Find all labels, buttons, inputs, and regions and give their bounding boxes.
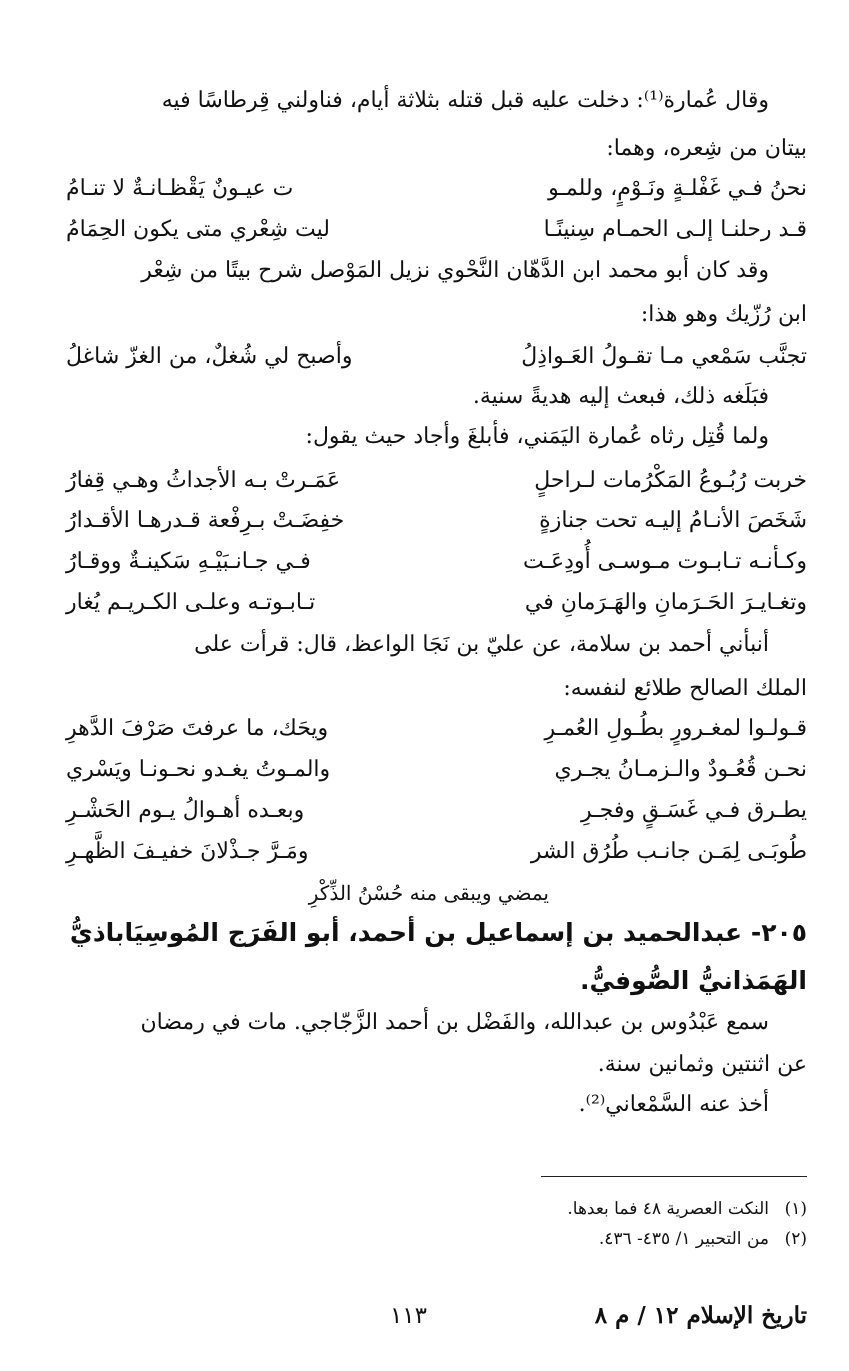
verse-first-hemistich: طُوبَـى لِمَـن جانـب طُرُق الشر [530, 839, 807, 864]
verse-line [66, 502, 807, 540]
verse-second-hemistich: ت عيـونٌ يَقْظـانـةٌ لا تنـامُ [66, 176, 294, 201]
verse-line [66, 833, 807, 871]
verse-line [66, 584, 807, 622]
verse-second-hemistich: فـي جـانـبَيْـهِ سَكينـةٌ ووقـارُ [66, 549, 311, 574]
verse-first-hemistich: نحـن قُعُـودٌ والـزمـانُ يجـري [554, 757, 807, 782]
footnote-number: (٢) [784, 1229, 807, 1249]
paragraph-line: سمع عَبْدُوس بن عبدالله، والفَضْل بن أحمد الزَّجّاجي. مات في رمضان [140, 1010, 769, 1035]
paragraph-line: ولما قُتِل رثاه عُمارة اليَمَني، فأبلغَ وأجاد حيث يقول: [305, 424, 769, 449]
paragraph-line: وقد كان أبو محمد ابن الدَّهّان النَّحْوي نزيل المَوْصل شرح بيتًا من شِعْر [141, 258, 769, 283]
footnote [567, 1196, 807, 1222]
footnote-text: النكت العصرية ٤٨ فما بعدها. [567, 1199, 769, 1219]
verse-second-hemistich: عَمَـرتْ بـه الأجداثُ وهـي قِفارُ [66, 468, 341, 493]
verse-first-hemistich: تجنَّب سَمْعي مـا تقـولُ العَـواذِلُ [521, 344, 807, 369]
verse-first-hemistich: قـولـوا لمغـرورٍ بطُـولِ العُمـرِ [544, 716, 807, 741]
entry-heading: ٢٠٥- عبدالحميد بن إسماعيل بن أحمد، أبو الفَرَج المُوسِيَاباذيُّ [69, 918, 807, 947]
paragraph-line: وقال عُمارة⁽¹⁾: دخلت عليه قبل قتله بثلاثة أيام، فناولني قِرطاسًا فيه [161, 88, 769, 113]
verse-first-hemistich: خربت رُبُـوعُ المَكْرُمات لـراحلٍ [534, 468, 807, 493]
verse-closing-line: يمضي ويبقى منه حُسْنُ الذِّكْرِ [308, 881, 549, 905]
entry-heading: الهَمَذانيُّ الصُّوفيُّ. [579, 966, 807, 995]
verse-line [66, 543, 807, 581]
footnote-separator [541, 1176, 807, 1177]
footnote [599, 1226, 807, 1252]
page-number: ١١٣ [389, 1303, 427, 1329]
paragraph-line: أنبأني أحمد بن سلامة، عن عليّ بن نَجَا الواعظ، قال: قرأت على [194, 632, 769, 657]
paragraph-line: أخذ عنه السَّمْعاني⁽²⁾. [578, 1092, 769, 1117]
page-footer [42, 1296, 807, 1336]
paragraph-line: بيتان من شِعره، وهما: [606, 136, 807, 161]
verse-line [66, 792, 807, 830]
footnote-number: (١) [784, 1199, 807, 1219]
footer-volume-title: تاريخ الإسلام ١٢ / م ٨ [594, 1302, 807, 1329]
footnote-text: من التحبير ١/ ٤٣٥- ٤٣٦. [598, 1229, 769, 1249]
verse-line [66, 710, 807, 748]
verse-first-hemistich: نحنُ فـي غَفْلـةٍ ونَـوْمٍ، وللمـو [548, 176, 807, 201]
verse-second-hemistich: تـابـوتـه وعلـى الكـريـم يُغار [66, 590, 316, 615]
paragraph-line: ابن رُزّيك وهو هذا: [640, 302, 807, 327]
paragraph-line: عن اثنتين وثمانين سنة. [597, 1052, 807, 1077]
verse-second-hemistich: وبعـده أهـوالُ يـوم الحَشْـرِ [66, 798, 305, 823]
verse-line [66, 170, 807, 208]
verse-line [66, 751, 807, 789]
verse-second-hemistich: وأصبح لي شُغلٌ، من الغزّ شاغلُ [66, 344, 353, 369]
verse-second-hemistich: ليت شِعْري متى يكون الحِمَامُ [66, 217, 330, 242]
verse-first-hemistich: وتغـايـرَ الحَـرَمانِ والهَـرَمانِ في [524, 590, 807, 615]
verse-second-hemistich: والمـوتُ يغـدو نحـونـا ويَسْري [66, 757, 331, 782]
paragraph-line: الملك الصالح طلائع لنفسه: [563, 676, 807, 701]
verse-second-hemistich: ومَـرَّ جـذْلانَ خفيـفَ الظَّهـرِ [66, 839, 309, 864]
verse-line [66, 211, 807, 249]
verse-line [66, 338, 807, 376]
verse-first-hemistich: قـد رحلنـا إلـى الحمـام سِنينًـا [543, 217, 807, 242]
verse-first-hemistich: يطـرق فـي غَسَـقٍ وفجـرِ [581, 798, 807, 823]
verse-line [66, 462, 807, 500]
verse-first-hemistich: شَخَصَ الأنـامُ إليـه تحت جنازةٍ [539, 508, 807, 533]
verse-second-hemistich: خفِضَـتْ بـرِفْعة قـدرهـا الأقـدارُ [66, 508, 345, 533]
paragraph-line: فبَلَغه ذلك، فبعث إليه هديةً سنية. [472, 384, 769, 409]
verse-second-hemistich: ويحَك، ما عرفتَ صَرْفَ الدَّهرِ [66, 716, 329, 741]
verse-first-hemistich: وكـأنـه تـابـوت مـوسـى أُودِعَـت [522, 549, 807, 574]
